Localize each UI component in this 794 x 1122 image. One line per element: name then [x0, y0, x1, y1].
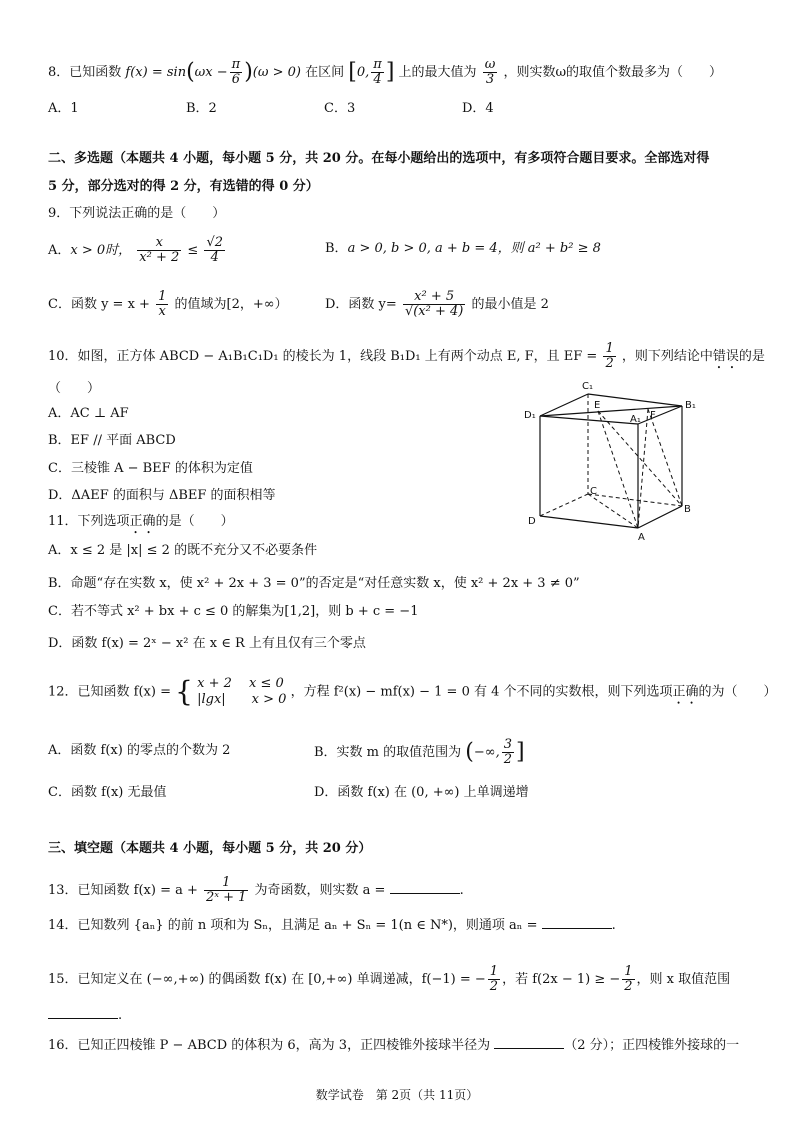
label-f: F [650, 410, 656, 421]
edge-d-c [540, 494, 588, 516]
q12-option-d: D．函数 f(x) 在 (0, +∞) 上单调递增 [314, 785, 529, 800]
q8-mid1: 在区间 [305, 65, 345, 80]
q16-answer-blank[interactable] [494, 1036, 564, 1049]
seg-be [598, 411, 682, 506]
q12-option-a: A．函数 f(x) 的零点的个数为 2 [48, 743, 231, 758]
label-a: A [638, 532, 645, 543]
q9-option-a [48, 236, 227, 265]
q12-piece-1: x + 2 x ≤ 0 [197, 676, 284, 691]
q13-frac: $\frac{1}{\text{2ˣ + 1}}$ [206, 875, 247, 905]
q8-interval: [0, $\frac{\pi}{4}$ ] [348, 57, 395, 87]
edge-d1-a1 [540, 416, 638, 424]
edge-b1-c1 [588, 394, 682, 406]
section-2-heading: 二、多选题（本题共 4 小题，每小题 5 分，共 20 分。在每小题给出的选项中，有多项符合题目要求。全部选对得 [48, 151, 710, 166]
q9-option-b [325, 240, 601, 258]
q15-frac-1: $\frac{1}{2}$ [489, 964, 499, 994]
q15-suffix: ，则 x 取值范围 [636, 972, 731, 987]
q12-option-b [314, 738, 525, 767]
seg-ae [598, 411, 638, 528]
q14 [48, 916, 616, 935]
q8-option-a: A．1 [48, 101, 79, 116]
section-3-heading: 三、填空题（本题共 4 小题，每小题 5 分，共 20 分） [48, 841, 372, 856]
q12-mid: ，方程 f²(x) − mf(x) − 1 = 0 有 4 个不同的实数根，则下列选项 [290, 684, 673, 700]
label-d1: D₁ [524, 410, 536, 421]
q13-end: . [459, 883, 464, 898]
q8-option-c: C．3 [324, 101, 356, 116]
q15-answer-blank[interactable] [48, 1006, 118, 1019]
q13-suffix: 为奇函数，则实数 a = [254, 883, 386, 898]
q8-mid2: 上的最大值为 [398, 65, 477, 80]
q8-suffix: ，则实数ω的取值个数最多为（ ） [503, 65, 723, 80]
q10-emphasis: 错误 [712, 349, 739, 364]
q9-c-frac: $\frac{1}{x}$ [158, 289, 167, 319]
q12-piecewise [197, 676, 286, 708]
q10-option-c: C．三棱锥 A − BEF 的体积为定值 [48, 461, 253, 476]
q9-c-suffix: 的值域为[2，+∞） [174, 297, 288, 312]
q14-end: . [611, 918, 616, 933]
q13-prefix: 13．已知函数 f(x) = a + [48, 883, 198, 898]
q10-stem-end: 的是 [738, 349, 765, 364]
q16 [48, 1036, 739, 1055]
q11-stem-pre: 11．下列选项 [48, 514, 130, 529]
q9-d-frac: $\frac{\text{x² + 5}}{\text{√(x² + 4)}}$ [404, 289, 464, 319]
q11-emphasis: 正确 [129, 514, 156, 529]
label-c: C [590, 486, 597, 497]
q9-d-suffix: 的最小值是 2 [471, 297, 549, 312]
q15-end: . [118, 1008, 123, 1023]
q15-mid: ，若 f(2x − 1) ≥ − [502, 972, 621, 987]
q16-text: 16．已知正四棱锥 P − ABCD 的体积为 6，高为 3，正四棱锥外接球半径为 [48, 1038, 491, 1053]
q12-prefix: 12．已知函数 f(x) = [48, 684, 171, 700]
q16-tail: （2 分）；正四棱锥外接球的一 [564, 1038, 740, 1053]
label-d: D [528, 516, 536, 527]
seg-af [638, 409, 648, 528]
label-b: B [684, 504, 691, 515]
q11-option-a: A．x ≤ 2 是 |x| ≤ 2 的既不充分又不必要条件 [48, 543, 318, 558]
q9-a-frac: $\frac{x}{\text{x² + 2}}$ [139, 235, 180, 265]
q10-stem-text: 10．如图，正方体 ABCD − A₁B₁C₁D₁ 的棱长为 1，线段 B₁D₁ 上有两个动点 E, F，且 EF = [48, 349, 598, 364]
q10-stem-tail: ，则下列结论中 [621, 349, 713, 364]
q12-piece-2: |lgx| x > 0 [197, 692, 287, 707]
q10-paren: （ ） [48, 381, 101, 396]
q11-option-c: C．若不等式 x² + bx + c ≤ 0 的解集为[1,2]，则 b + c = −1 [48, 604, 419, 619]
q8-function: f(x) = sin(ωx − $\frac{\pi}{6}$ )(ω > 0) [125, 57, 301, 87]
q15-answer-line [48, 1006, 122, 1025]
q9-option-d [325, 290, 549, 319]
label-b1: B₁ [685, 400, 696, 411]
q9-stem: 9．下列说法正确的是（ ） [48, 206, 226, 221]
q12-end: 的为（ ） [698, 684, 777, 700]
q15-frac-2: $\frac{1}{2}$ [624, 964, 633, 994]
q12-option-c: C．函数 f(x) 无最值 [48, 785, 167, 800]
q10-option-b: B．EF // 平面 ABCD [48, 433, 176, 448]
q9-option-c [48, 290, 288, 319]
question-8 [48, 58, 722, 87]
q12-emphasis: 正确 [672, 684, 699, 700]
q11-option-d: D．函数 f(x) = 2ˣ − x² 在 x ∈ R 上有且仅有三个零点 [48, 636, 366, 651]
q10-option-d: D．ΔAEF 的面积与 ΔBEF 的面积相等 [48, 488, 276, 503]
q11-option-b: B．命题“存在实数 x，使 x² + 2x + 3 = 0”的否定是“对任意实数 x，使 x² + 2x + 3 ≠ 0” [48, 576, 580, 591]
q10-ef-frac: $\frac{1}{2}$ [605, 341, 614, 371]
q13-answer-blank[interactable] [390, 881, 460, 894]
q15-prefix: 15．已知定义在 (−∞,+∞) 的偶函数 f(x) 在 [0,+∞) 单调递减，f(−1) = − [48, 972, 486, 987]
q8-option-b: B．2 [186, 101, 217, 116]
label-e: E [594, 400, 601, 411]
q11-stem-post: 的是（ ） [155, 514, 234, 529]
q9-d-prefix: D．函数 y= [325, 297, 397, 312]
q10-stem [48, 342, 765, 372]
q12-b-range: (−∞, $\frac{3}{2}$ ] [465, 737, 525, 767]
q14-text: 14．已知数列 {aₙ} 的前 n 项和为 Sₙ，且满足 aₙ + Sₙ = 1(n ∈ N*)，则通项 aₙ = [48, 918, 538, 933]
edge-a-b [638, 506, 682, 528]
q8-maxvalue: $\frac{\omega}{3}$ [484, 57, 496, 87]
q13 [48, 876, 464, 905]
q12-b-prefix: B．实数 m 的取值范围为 [314, 745, 462, 760]
q14-answer-blank[interactable] [542, 916, 612, 929]
seg-bf [648, 409, 682, 506]
q8-prefix: 8．已知函数 [48, 65, 122, 80]
q9-a-rhs: ≤ $\frac{√2}{4}$ [187, 235, 224, 265]
section-2-heading-cont: 5 分，部分选对的得 2 分，有选错的得 0 分） [48, 179, 319, 194]
q11-stem [48, 513, 234, 537]
cube-figure [520, 378, 710, 543]
edge-c-b [588, 494, 682, 506]
label-a1: A₁ [630, 414, 641, 425]
q12-brace: { [175, 675, 193, 708]
q9-b-label: B． [325, 241, 348, 256]
q9-a-text: x > 0时， [70, 243, 132, 258]
label-c1: C₁ [582, 381, 593, 392]
q9-a-label: A． [48, 243, 71, 258]
q9-c-prefix: C．函数 y = x + [48, 297, 150, 312]
q8-option-d: D．4 [462, 101, 494, 116]
q15 [48, 965, 730, 994]
q12-stem [48, 676, 777, 708]
q10-option-a: A．AC ⊥ AF [48, 406, 129, 421]
q9-b-text: a > 0, b > 0, a + b = 4，则 a² + b² ≥ 8 [347, 241, 601, 256]
page-footer: 数学试卷 第 2页（共 11页） [315, 1088, 479, 1102]
